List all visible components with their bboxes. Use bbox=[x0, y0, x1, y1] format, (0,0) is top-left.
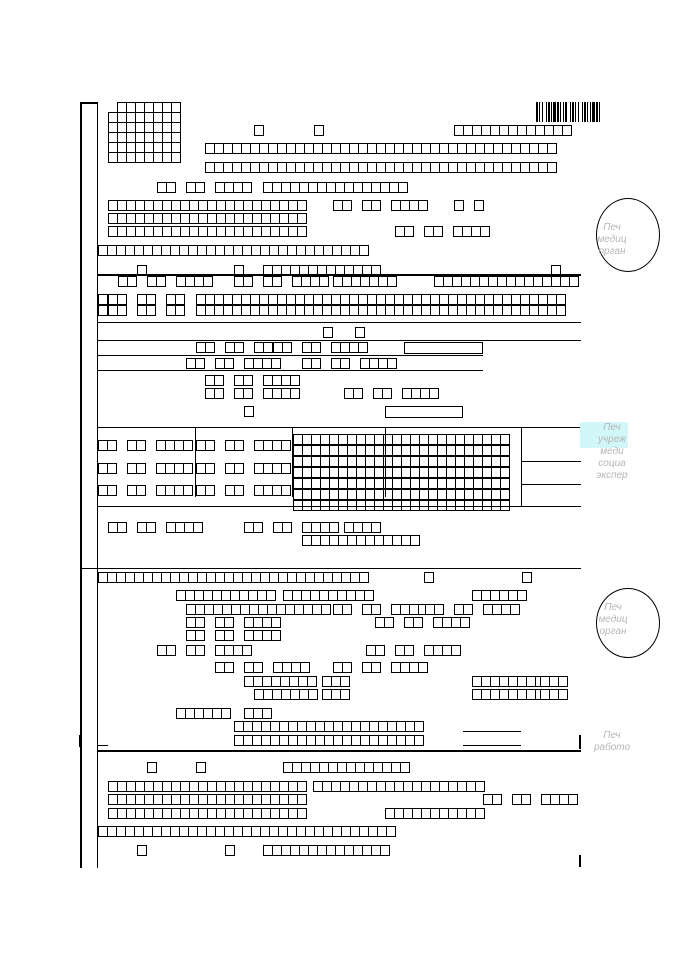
date-day-cell[interactable] bbox=[342, 604, 352, 615]
barcode-bar bbox=[542, 102, 543, 122]
date-day-cell[interactable] bbox=[214, 375, 224, 386]
barcode-bar bbox=[560, 102, 561, 122]
table-cell[interactable] bbox=[500, 467, 510, 478]
barcode-bar bbox=[584, 102, 586, 122]
entry-cell[interactable] bbox=[146, 305, 156, 316]
table-cell[interactable] bbox=[500, 456, 510, 467]
text-cell[interactable] bbox=[547, 143, 557, 154]
date-month-cell[interactable] bbox=[234, 342, 244, 353]
barcode-bar bbox=[587, 102, 588, 122]
table-cell[interactable] bbox=[500, 489, 510, 500]
checkbox[interactable] bbox=[137, 845, 147, 856]
table-cell[interactable] bbox=[500, 434, 510, 445]
date-month-cell[interactable] bbox=[195, 645, 205, 656]
text-cell[interactable] bbox=[297, 213, 307, 224]
text-cell[interactable] bbox=[297, 794, 307, 805]
date-month-cell[interactable] bbox=[382, 388, 392, 399]
date-month-cell[interactable] bbox=[224, 358, 234, 369]
date-year-cell[interactable] bbox=[203, 276, 213, 287]
entry-cell[interactable] bbox=[175, 305, 185, 316]
date-month-cell[interactable] bbox=[253, 662, 263, 673]
entry-cell[interactable] bbox=[98, 294, 108, 305]
barcode-bar bbox=[596, 102, 598, 122]
checkbox[interactable] bbox=[355, 327, 365, 338]
checkbox[interactable] bbox=[196, 762, 206, 773]
date-day-cell[interactable] bbox=[282, 342, 292, 353]
date-day-cell[interactable] bbox=[243, 276, 253, 287]
checkbox[interactable] bbox=[454, 200, 464, 211]
table-cell[interactable] bbox=[500, 445, 510, 456]
date-year-cell[interactable] bbox=[281, 463, 291, 474]
date-month-cell[interactable] bbox=[243, 375, 253, 386]
date-day-cell[interactable] bbox=[107, 463, 117, 474]
date-month-cell[interactable] bbox=[136, 463, 146, 474]
date-month-cell[interactable] bbox=[234, 463, 244, 474]
date-day-cell[interactable] bbox=[404, 226, 414, 237]
text-cell[interactable] bbox=[297, 226, 307, 237]
text-cell[interactable] bbox=[297, 200, 307, 211]
date-day-cell[interactable] bbox=[205, 440, 215, 451]
date-year-cell[interactable] bbox=[418, 662, 428, 673]
text-cell[interactable] bbox=[386, 826, 396, 837]
date-month-cell[interactable] bbox=[311, 342, 321, 353]
date-day-cell[interactable] bbox=[195, 358, 205, 369]
checkbox[interactable] bbox=[314, 125, 324, 136]
date-day-cell[interactable] bbox=[107, 485, 117, 496]
date-month-cell[interactable] bbox=[243, 388, 253, 399]
rule-line bbox=[97, 370, 483, 371]
rule-line bbox=[463, 731, 521, 732]
date-month-cell[interactable] bbox=[156, 276, 166, 287]
text-cell[interactable] bbox=[297, 808, 307, 819]
date-month-cell[interactable] bbox=[224, 617, 234, 628]
text-cell[interactable] bbox=[321, 604, 331, 615]
date-year-cell[interactable] bbox=[183, 440, 193, 451]
checkbox[interactable] bbox=[522, 572, 532, 583]
date-year-cell[interactable] bbox=[242, 645, 252, 656]
date-year-cell[interactable] bbox=[568, 794, 578, 805]
date-day-cell[interactable] bbox=[311, 358, 321, 369]
barcode-bar bbox=[551, 102, 552, 122]
barcode-bar bbox=[539, 102, 540, 122]
date-year-cell[interactable] bbox=[281, 440, 291, 451]
date-year-cell[interactable] bbox=[271, 617, 281, 628]
date-year-cell[interactable] bbox=[300, 662, 310, 673]
date-month-cell[interactable] bbox=[136, 440, 146, 451]
date-month-cell[interactable] bbox=[521, 794, 531, 805]
barcode-bar bbox=[575, 102, 576, 122]
barcode-bar bbox=[553, 102, 556, 122]
date-month-cell[interactable] bbox=[224, 630, 234, 641]
date-month-cell[interactable] bbox=[371, 604, 381, 615]
rule-line bbox=[292, 427, 293, 497]
rule-line bbox=[97, 427, 581, 428]
barcode-bar bbox=[572, 102, 574, 122]
barcode-bar bbox=[599, 102, 600, 122]
text-cell[interactable] bbox=[307, 676, 317, 687]
rule-line bbox=[97, 340, 581, 341]
checkbox[interactable] bbox=[424, 572, 434, 583]
rule-line bbox=[521, 461, 581, 462]
barcode-bar bbox=[570, 102, 571, 122]
entry-cell[interactable] bbox=[117, 294, 127, 305]
text-box[interactable] bbox=[404, 342, 483, 354]
date-day-cell[interactable] bbox=[253, 522, 263, 533]
code-cell[interactable] bbox=[171, 152, 181, 163]
rule-line bbox=[97, 355, 483, 356]
text-cell[interactable] bbox=[410, 535, 420, 546]
text-cell[interactable] bbox=[340, 689, 350, 700]
date-month-cell[interactable] bbox=[404, 645, 414, 656]
date-day-cell[interactable] bbox=[384, 617, 394, 628]
barcode-bar bbox=[592, 102, 595, 122]
rule-line bbox=[80, 102, 82, 868]
date-year-cell[interactable] bbox=[242, 182, 252, 193]
table-cell[interactable] bbox=[500, 478, 510, 489]
date-day-cell[interactable] bbox=[342, 662, 352, 673]
date-day-cell[interactable] bbox=[195, 630, 205, 641]
date-year-cell[interactable] bbox=[183, 463, 193, 474]
text-box[interactable] bbox=[385, 406, 463, 418]
checkbox[interactable] bbox=[225, 845, 235, 856]
text-cell[interactable] bbox=[380, 845, 390, 856]
date-year-cell[interactable] bbox=[510, 604, 520, 615]
barcode-bar bbox=[563, 102, 564, 122]
rule-line bbox=[98, 745, 108, 746]
date-year-cell[interactable] bbox=[387, 358, 397, 369]
text-cell[interactable] bbox=[517, 590, 527, 601]
date-month-cell[interactable] bbox=[136, 485, 146, 496]
date-day-cell[interactable] bbox=[224, 662, 234, 673]
date-day-cell[interactable] bbox=[107, 440, 117, 451]
rule-line bbox=[80, 102, 98, 104]
text-cell[interactable] bbox=[297, 781, 307, 792]
rule-line bbox=[97, 322, 581, 323]
barcode-bar bbox=[578, 102, 579, 122]
date-day-cell[interactable] bbox=[342, 200, 352, 211]
date-day-cell[interactable] bbox=[214, 388, 224, 399]
rule-line bbox=[97, 506, 581, 507]
rule-line bbox=[463, 745, 521, 746]
entry-cell[interactable] bbox=[146, 294, 156, 305]
rule-line bbox=[521, 484, 581, 485]
date-year-cell[interactable] bbox=[480, 226, 490, 237]
date-month-cell[interactable] bbox=[340, 358, 350, 369]
date-year-cell[interactable] bbox=[358, 342, 368, 353]
date-year-cell[interactable] bbox=[271, 630, 281, 641]
text-cell[interactable] bbox=[340, 676, 350, 687]
barcode-graphic bbox=[536, 102, 626, 122]
checkbox[interactable] bbox=[474, 200, 484, 211]
text-cell[interactable] bbox=[569, 276, 579, 287]
date-month-cell[interactable] bbox=[146, 522, 156, 533]
barcode-bar bbox=[590, 102, 591, 122]
entry-cell[interactable] bbox=[117, 305, 127, 316]
date-year-cell[interactable] bbox=[451, 645, 461, 656]
rule-line bbox=[97, 750, 581, 752]
date-day-cell[interactable] bbox=[205, 485, 215, 496]
date-day-cell[interactable] bbox=[166, 645, 176, 656]
date-day-cell[interactable] bbox=[166, 182, 176, 193]
text-cell[interactable] bbox=[308, 689, 318, 700]
date-day-cell[interactable] bbox=[375, 645, 385, 656]
rule-line bbox=[521, 427, 522, 507]
text-cell[interactable] bbox=[414, 735, 424, 746]
text-cell[interactable] bbox=[414, 721, 424, 732]
text-cell[interactable] bbox=[387, 276, 397, 287]
barcode-bar bbox=[548, 102, 550, 122]
entry-cell[interactable] bbox=[98, 305, 108, 316]
text-cell[interactable] bbox=[359, 572, 369, 583]
date-year-cell[interactable] bbox=[429, 388, 439, 399]
barcode-bar bbox=[536, 102, 538, 122]
date-month-cell[interactable] bbox=[463, 604, 473, 615]
date-day-cell[interactable] bbox=[353, 388, 363, 399]
text-cell[interactable] bbox=[359, 245, 369, 256]
date-month-cell[interactable] bbox=[371, 662, 381, 673]
date-day-cell[interactable] bbox=[434, 604, 444, 615]
text-cell[interactable] bbox=[556, 305, 566, 316]
checkbox[interactable] bbox=[254, 125, 264, 136]
date-year-cell[interactable] bbox=[329, 522, 339, 533]
date-day-cell[interactable] bbox=[205, 342, 215, 353]
rule-line bbox=[80, 568, 581, 569]
checkbox[interactable] bbox=[244, 406, 254, 417]
text-cell[interactable] bbox=[266, 590, 276, 601]
text-cell[interactable] bbox=[547, 162, 557, 173]
date-year-cell[interactable] bbox=[290, 375, 300, 386]
rule-line bbox=[579, 855, 581, 867]
barcode-bar bbox=[582, 102, 583, 122]
text-cell[interactable] bbox=[364, 590, 374, 601]
date-year-cell[interactable] bbox=[319, 276, 329, 287]
date-day-cell[interactable] bbox=[117, 522, 127, 533]
checkbox[interactable] bbox=[323, 327, 333, 338]
text-cell[interactable] bbox=[262, 708, 272, 719]
date-day-cell[interactable] bbox=[492, 794, 502, 805]
text-cell[interactable] bbox=[556, 294, 566, 305]
date-year-cell[interactable] bbox=[193, 522, 203, 533]
date-year-cell[interactable] bbox=[460, 617, 470, 628]
date-year-cell[interactable] bbox=[281, 485, 291, 496]
date-day-cell[interactable] bbox=[127, 276, 137, 287]
number-cell[interactable] bbox=[562, 125, 572, 136]
text-cell[interactable] bbox=[400, 762, 410, 773]
date-year-cell[interactable] bbox=[183, 485, 193, 496]
date-month-cell[interactable] bbox=[282, 522, 292, 533]
date-day-cell[interactable] bbox=[195, 617, 205, 628]
date-year-cell[interactable] bbox=[418, 200, 428, 211]
checkbox[interactable] bbox=[147, 762, 157, 773]
text-cell[interactable] bbox=[398, 182, 408, 193]
stamp-label-4: Печ работо bbox=[593, 730, 631, 753]
date-year-cell[interactable] bbox=[290, 388, 300, 399]
date-year-cell[interactable] bbox=[271, 358, 281, 369]
text-cell[interactable] bbox=[558, 689, 568, 700]
text-cell[interactable] bbox=[475, 781, 485, 792]
date-month-cell[interactable] bbox=[195, 182, 205, 193]
text-cell[interactable] bbox=[558, 676, 568, 687]
rule-line bbox=[79, 735, 80, 747]
stamp-label-3: Печ медиц орган bbox=[598, 602, 628, 637]
barcode-bar bbox=[546, 102, 547, 122]
rule-line bbox=[579, 735, 581, 749]
barcode-bar bbox=[565, 102, 567, 122]
stamp-label-1: Печ медиц орган bbox=[597, 222, 627, 257]
date-month-cell[interactable] bbox=[272, 276, 282, 287]
date-month-cell[interactable] bbox=[234, 485, 244, 496]
barcode-bar bbox=[557, 102, 559, 122]
date-month-cell[interactable] bbox=[433, 226, 443, 237]
text-cell[interactable] bbox=[221, 708, 231, 719]
text-cell[interactable] bbox=[475, 808, 485, 819]
rule-line bbox=[97, 102, 98, 868]
date-month-cell[interactable] bbox=[234, 440, 244, 451]
entry-cell[interactable] bbox=[175, 294, 185, 305]
stamp-label-2: Печ учреж меди социа экспер bbox=[596, 422, 628, 481]
date-month-cell[interactable] bbox=[371, 200, 381, 211]
rule-line bbox=[385, 427, 386, 497]
text-cell[interactable] bbox=[371, 522, 381, 533]
date-day-cell[interactable] bbox=[205, 463, 215, 474]
date-month-cell[interactable] bbox=[413, 617, 423, 628]
rule-line bbox=[97, 274, 581, 276]
rule-line bbox=[195, 427, 196, 497]
